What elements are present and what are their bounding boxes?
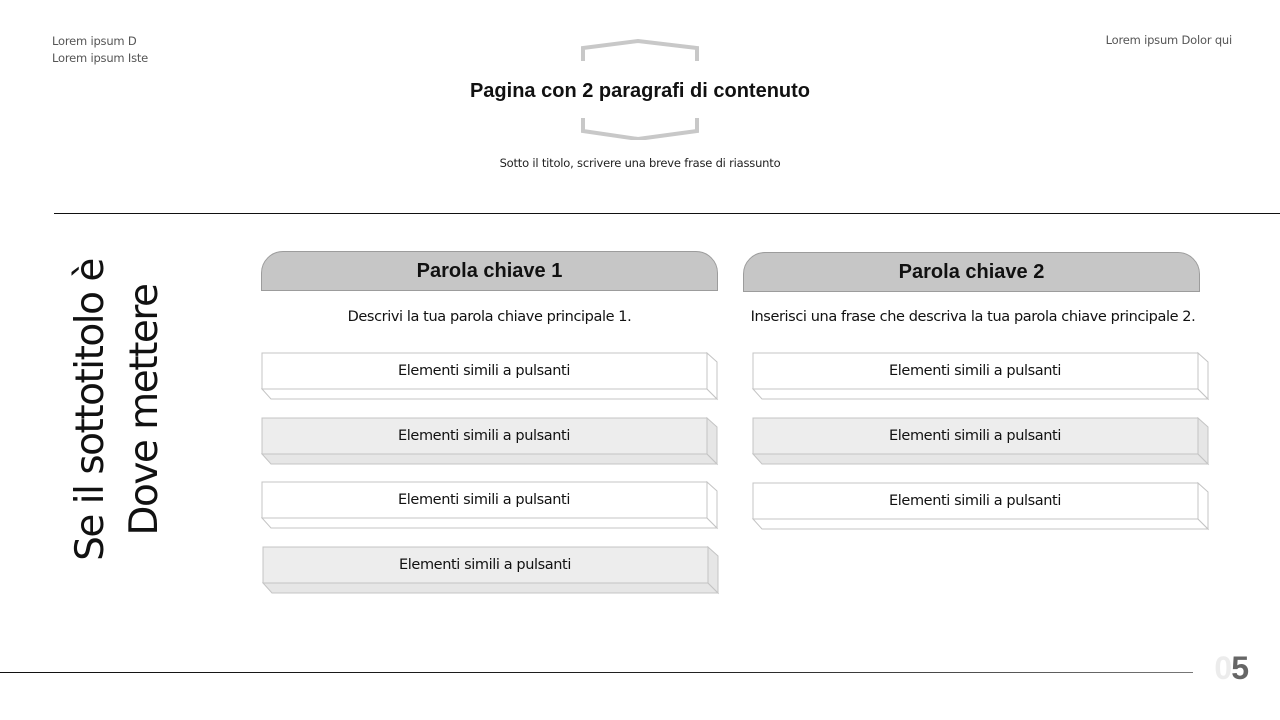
keyword-description-2: Inserisci una frase che descriva la tua parola chiave principale 2.	[750, 309, 1196, 325]
vertical-subtitle-line-2: Dove mettere	[122, 284, 167, 536]
divider-top	[54, 213, 1280, 214]
button-label: Elementi simili a pulsanti	[398, 492, 570, 508]
button-like-element-2-1[interactable]	[752, 352, 1208, 400]
vertical-subtitle	[64, 240, 174, 580]
vertical-subtitle-line-1: Se il sottotitolo è	[68, 259, 113, 561]
page-number	[1214, 650, 1248, 687]
button-label: Elementi simili a pulsanti	[889, 428, 1061, 444]
keyword-column-1	[261, 251, 718, 291]
page-number-prefix: 0	[1214, 650, 1232, 686]
header-meta-right: Lorem ipsum Dolor qui	[1105, 33, 1232, 47]
button-like-element-1-2[interactable]	[261, 417, 717, 465]
button-label: Elementi simili a pulsanti	[889, 363, 1061, 379]
page-number-digit: 5	[1231, 650, 1248, 686]
keyword-header-1: Parola chiave 1	[261, 251, 718, 291]
button-like-element-2-3[interactable]	[752, 482, 1208, 530]
meta-line-2: Lorem ipsum Iste	[52, 51, 149, 65]
button-label: Elementi simili a pulsanti	[399, 557, 571, 573]
keyword-description-1: Descrivi la tua parola chiave principale 1.	[347, 309, 632, 325]
hexagon-bracket-bottom-icon	[580, 118, 700, 140]
page-subtitle: Sotto il titolo, scrivere una breve frase di riassunto	[499, 156, 781, 170]
divider-bottom	[0, 672, 1193, 673]
button-like-element-1-4[interactable]	[262, 546, 718, 594]
header-meta-left	[52, 33, 148, 67]
button-label: Elementi simili a pulsanti	[889, 493, 1061, 509]
button-label: Elementi simili a pulsanti	[398, 363, 570, 379]
button-label: Elementi simili a pulsanti	[398, 428, 570, 444]
keyword-header-2: Parola chiave 2	[743, 252, 1200, 292]
page-title: Pagina con 2 paragrafi di contenuto	[469, 80, 811, 102]
keyword-column-2	[743, 252, 1200, 292]
button-like-element-1-1[interactable]	[261, 352, 717, 400]
button-like-element-2-2[interactable]	[752, 417, 1208, 465]
button-like-element-1-3[interactable]	[261, 481, 717, 529]
hexagon-bracket-top-icon	[580, 39, 700, 61]
meta-line-1: Lorem ipsum D	[52, 34, 137, 48]
